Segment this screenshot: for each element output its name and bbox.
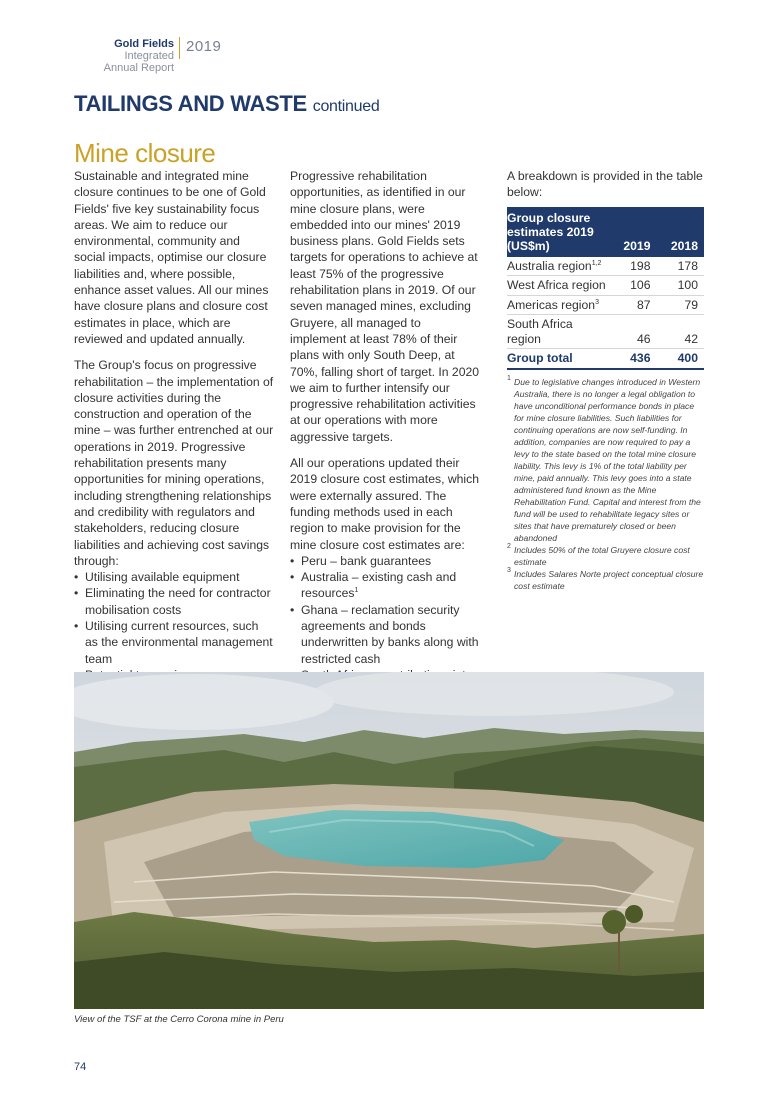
table-cell: 79	[657, 295, 705, 315]
table-cell: 178	[657, 257, 705, 276]
footnote-text: Includes 50% of the total Gruyere closure cost estimate	[514, 544, 690, 567]
report-type-line2: Annual Report	[103, 62, 174, 74]
list-item-text: Ghana – reclamation security agreements and bonds underwritten by banks along with restricted cash	[301, 602, 479, 666]
footnote-text: Includes Salares Norte project conceptual closure cost estimate	[514, 568, 704, 591]
section-heading: Mine closure	[74, 138, 216, 168]
list-item	[290, 602, 480, 667]
list-item: • Eliminating the need for contractor mobilisation costs	[74, 585, 274, 618]
report-year: 2019	[186, 38, 222, 55]
paragraph: All our operations updated their 2019 closure cost estimates, which were externally assured. The funding methods used in each region to make provision for the mine closure cost estimates are:	[290, 456, 479, 552]
footnote: 1 Due to legislative changes introduced in Western Australia, there is no longer a legal obligation to have unconditional performance bonds in place for mine closure liabilities. Such liabilities for continuing operations are now self-funding. In addition, companies are now required to pay a levy to the state based on the total mine closure liability. This levy is 1% of the total liability per mine, paid annually. This levy goes into a state administered fund known as the Mine Rehabilitation Fund. Capital and interest from the fund will be used to rehabilitate legacy sites or sites that have prematurely closed or been abandoned	[507, 374, 701, 543]
brand-name: Gold Fields	[114, 38, 174, 50]
list-item-text: Peru – bank guarantees	[301, 553, 432, 568]
list-item	[290, 569, 480, 602]
report-brand	[74, 38, 174, 74]
table-row	[507, 276, 704, 296]
table-row	[507, 295, 704, 315]
footnote: 2 Includes 50% of the total Gruyere closure cost estimate	[507, 542, 690, 567]
table-cell	[507, 257, 609, 276]
table-intro: A breakdown is provided in the table below:	[507, 169, 703, 200]
table-footnotes	[507, 376, 704, 592]
footnote-ref: 1,2	[591, 259, 602, 267]
footnote: 3 Includes Salares Norte project conceptual closure cost estimate	[507, 566, 704, 591]
table-cell: 400	[657, 349, 705, 369]
table-cell: 42	[657, 315, 705, 349]
region-label: Americas region	[507, 297, 596, 312]
closure-estimates-table	[507, 207, 704, 370]
tsf-landscape-image	[74, 672, 704, 1009]
mine-photo	[74, 672, 704, 1009]
paragraph: Sustainable and integrated mine closure continues to be one of Gold Fields' five key sustainability focus areas. We aim to reduce our environmental, community and social impacts, optimise our closure liabilities and, where possible, enhance asset values. All our mines have closure plans and closure cost estimates in place, which are reviewed and updated annually.	[74, 169, 269, 346]
region-label: Australia region	[507, 258, 592, 273]
paragraph: Progressive rehabilitation opportunities, as identified in our mine closure plans, were embedded into our mines' 2019 business plans. Gold Fields sets targets for operations to achieve at least 75% of the progressive rehabilitation plans in 2019. Of our seven managed mines, excluding Gruyere, all managed to implement at least 78% of their plans with only South Deep, at 70%, falling short of target. In 2020 we aim to further intensify our progressive rehabilitation activities at our operations with more aggressive targets.	[290, 169, 480, 444]
table-cell: 106	[609, 276, 657, 296]
list-item	[290, 553, 480, 569]
table-cell	[507, 295, 609, 315]
region-label: South Africa region	[507, 317, 573, 346]
column-1	[74, 168, 274, 726]
footnote-ref: 3	[595, 298, 599, 306]
table-row	[507, 257, 704, 276]
table-cell	[507, 315, 609, 349]
column-3	[507, 168, 704, 592]
footnote-text: Due to legislative changes introduced in Western Australia, there is no longer a legal obligation to have unconditional performance bonds in place for mine closure liabilities. Such liabilities for continuing operations are now self-funding. In addition, companies are now required to pay a levy to the state based on the total mine closure liability. This levy is 1% of the total liability per mine, paid annually. This levy goes into a state administered fund known as the Mine Rehabilitation Fund. Capital and interest from the fund will be used to rehabilitate legacy sites or sites that have prematurely closed or been abandoned	[514, 376, 701, 543]
table-header: 2018	[657, 207, 705, 257]
header-divider	[179, 37, 180, 59]
list-item-text: Australia – existing cash and resources	[301, 570, 457, 601]
table-total-row	[507, 349, 704, 369]
table-cell: 436	[609, 349, 657, 369]
page-title-main: TAILINGS AND WASTE	[74, 91, 307, 116]
page-number: 74	[74, 1061, 87, 1073]
report-type: Integrated	[124, 50, 174, 62]
region-label: West Africa region	[507, 278, 606, 293]
table-cell: 198	[609, 257, 657, 276]
list-item: • Utilising available equipment	[74, 569, 274, 585]
page-title-suffix: continued	[312, 98, 380, 115]
table-cell: Group total	[507, 349, 609, 369]
photo-caption: View of the TSF at the Cerro Corona mine in Peru	[74, 1014, 284, 1025]
list-item: • Utilising current resources, such as the environmental management team	[74, 618, 274, 667]
table-cell: 100	[657, 276, 705, 296]
table-header: Group closure estimates 2019 (US$m)	[507, 207, 609, 257]
footnote-ref: 1	[354, 587, 359, 595]
table-row	[507, 315, 704, 349]
table-cell: 46	[609, 315, 657, 349]
table-header: 2019	[609, 207, 657, 257]
paragraph: The Group's focus on progressive rehabilitation – the implementation of closure activities during the construction and operation of the mine – was further entrenched at our operations in 2019. Progressive rehabilitation presents many opportunities for mining operations, including strengthening relationships and credibility with regulators and stakeholders, reducing closure liabilities and achieving cost savings through:	[74, 358, 274, 568]
page-title	[74, 91, 379, 117]
table-cell	[507, 276, 609, 296]
table-cell: 87	[609, 295, 657, 315]
